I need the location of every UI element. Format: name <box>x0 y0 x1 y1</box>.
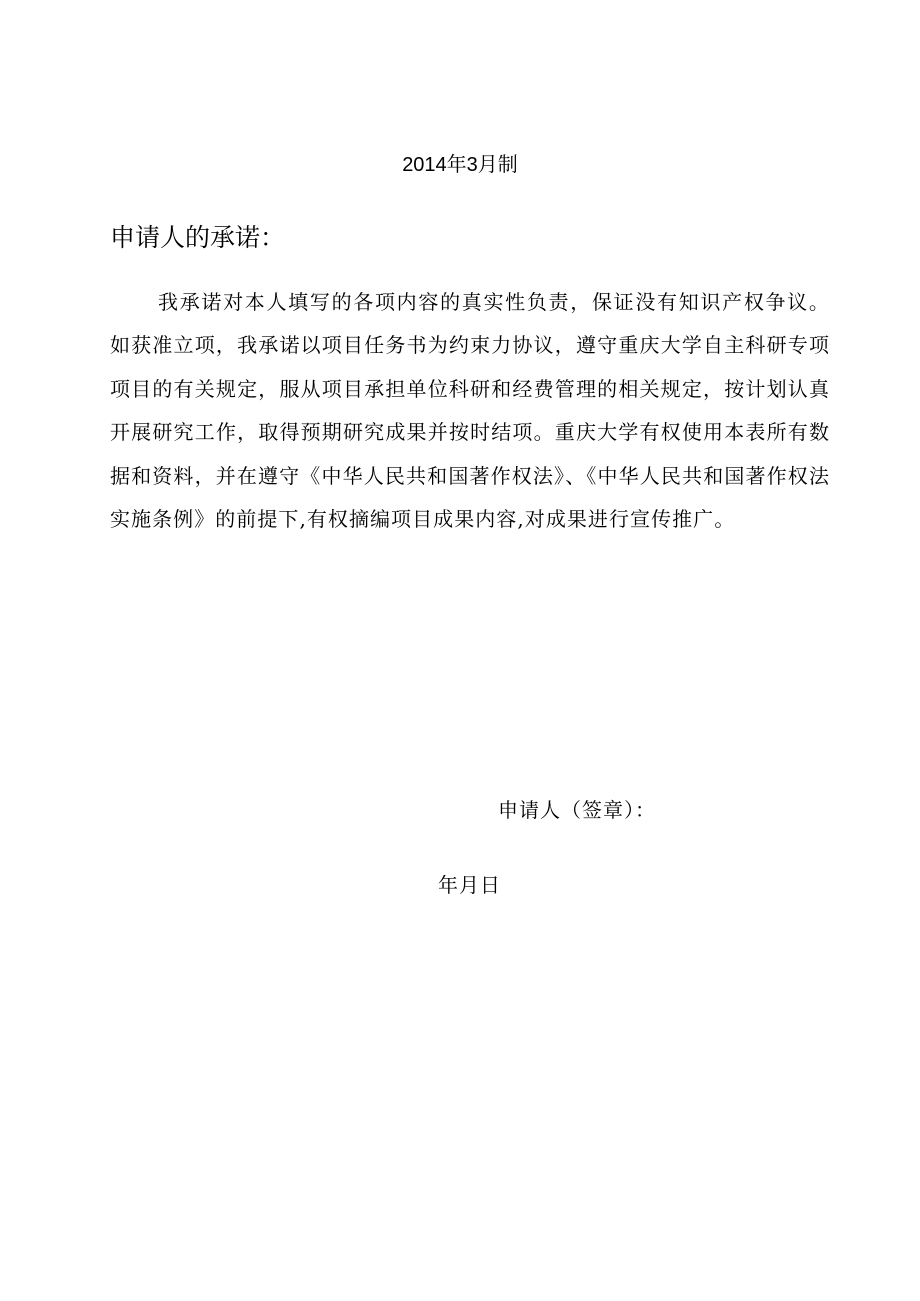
date-label: 年月日 <box>438 873 501 897</box>
commitment-paragraph: 我承诺对本人填写的各项内容的真实性负责，保证没有知识产权争议。如获准立项，我承诺以项目任务书为约束力协议，遵守重庆大学自主科研专项项目的有关规定，服从项目承担单位科研和经费管理的相关规定，按计划认真开展研究工作，取得预期研究成果并按时结项。重庆大学有权使用本表所有数据和资料，并在遵守《中华人民共和国著作权法》、《中华人民共和国著作权法实施条例》的前提下,有权摘编项目成果内容,对成果进行宣传推广。 <box>110 290 830 532</box>
commitment-heading: 申请人的承诺： <box>110 223 286 252</box>
signature-label: 申请人（签章）： <box>498 798 656 822</box>
date-made: 2014年3月制 <box>402 154 518 176</box>
